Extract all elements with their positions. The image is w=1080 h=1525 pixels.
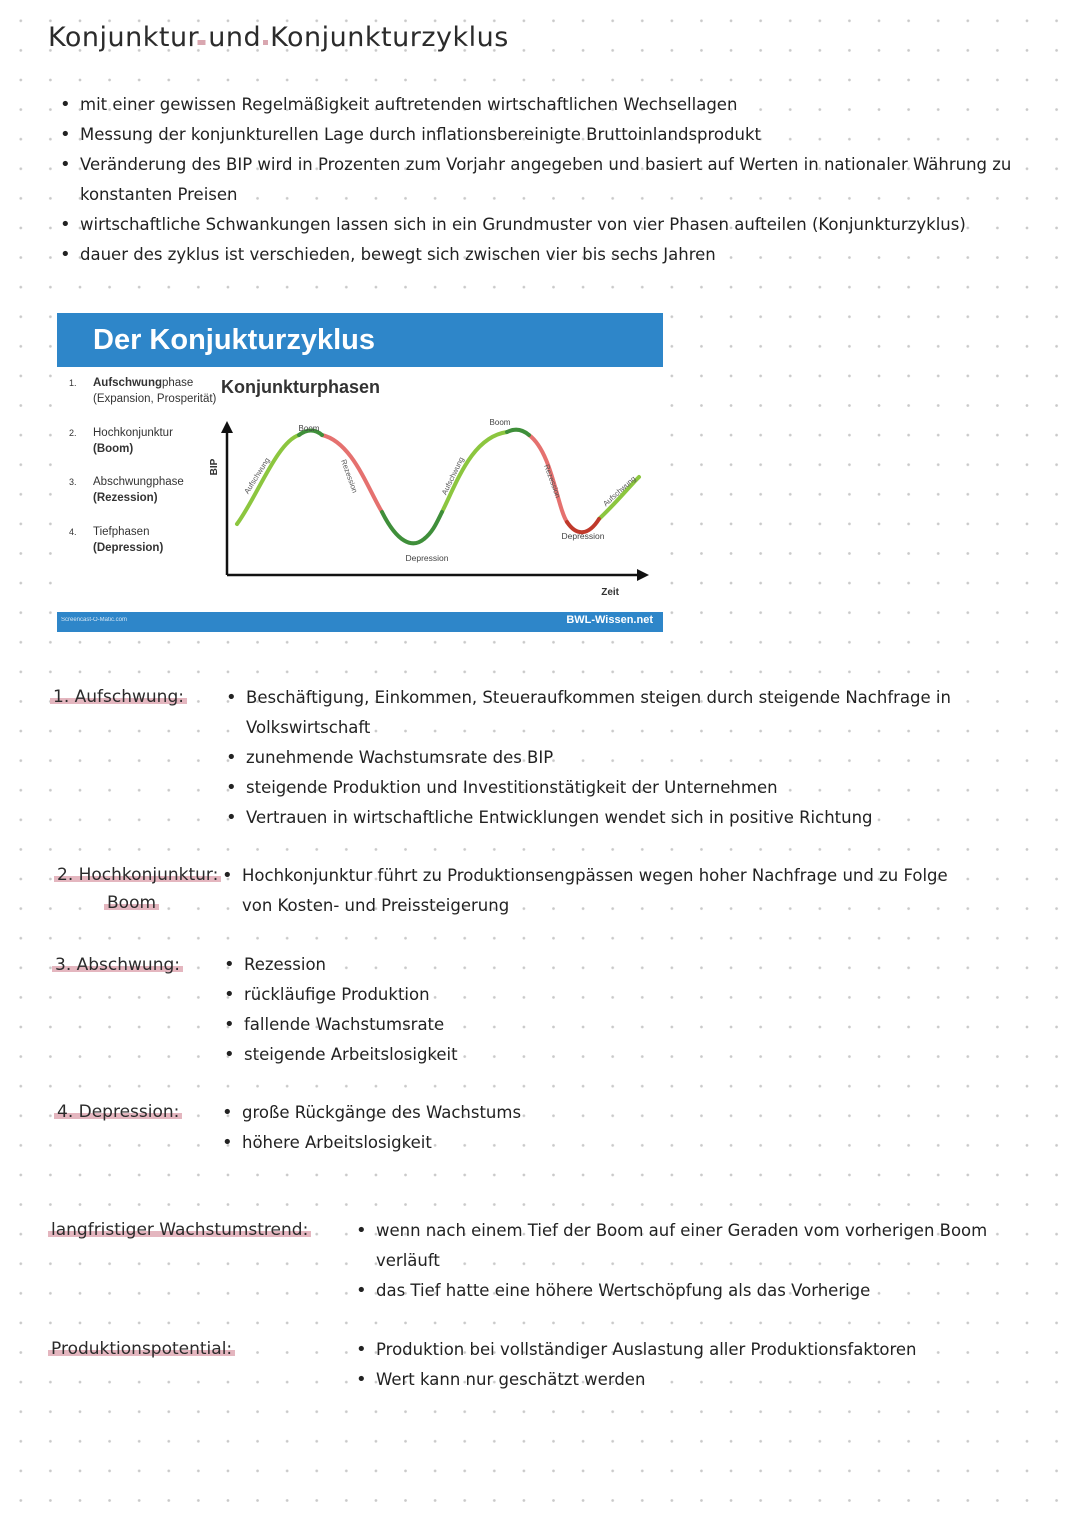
- figure-header: Der Konjukturzyklus: [57, 313, 663, 367]
- section-sublabel-boom: Boom: [104, 893, 159, 913]
- section-label-wachstumstrend: langfristiger Wachstumstrend:: [48, 1220, 311, 1240]
- annotation-aufschwung: Aufschwung: [601, 474, 638, 509]
- produktionspotential-list: [356, 1335, 1036, 1395]
- list-item: • das Tief hatte eine höhere Wertschöpfung als das Vorherige: [356, 1276, 1036, 1306]
- hochkonjunktur-list: [222, 861, 952, 921]
- annotation-depression: Depression: [405, 553, 449, 563]
- list-item: • Produktion bei vollständiger Auslastung aller Produktionsfaktoren: [356, 1335, 1036, 1365]
- business-cycle-figure: [57, 313, 663, 632]
- list-item: • rückläufige Produktion: [224, 980, 824, 1010]
- phase-name: Tiefphasen: [93, 525, 150, 538]
- phase-sub: (Rezession): [93, 492, 158, 504]
- business-cycle-chart: [207, 367, 663, 612]
- chart-title: Konjunkturphasen: [221, 377, 381, 397]
- phase-number: 2.: [69, 427, 77, 438]
- page-title: Konjunktur und Konjunkturzyklus: [48, 22, 509, 53]
- list-item: • mit einer gewissen Regelmäßigkeit auftretenden wirtschaftlichen Wechsellagen: [60, 90, 1030, 120]
- segment-depression-1: [382, 512, 442, 543]
- list-item: • steigende Produktion und Investitionstätigkeit der Unternehmen: [226, 773, 986, 803]
- segment-boom-2: [507, 430, 529, 435]
- y-axis-arrow-icon: [221, 421, 233, 433]
- annotation-aufschwung: Aufschwung: [242, 455, 272, 496]
- x-axis-arrow-icon: [637, 569, 649, 581]
- aufschwung-list: [226, 683, 986, 833]
- phase-item: [69, 425, 219, 475]
- watermark: Screencast-O-Matic.com: [61, 617, 128, 623]
- phase-number: 4.: [69, 526, 77, 537]
- segment-aufschwung-1: [237, 435, 299, 524]
- phase-item: [69, 524, 219, 574]
- section-label-produktionspotential: Produktionspotential:: [48, 1339, 235, 1359]
- list-item: • zunehmende Wachstumsrate des BIP: [226, 743, 986, 773]
- list-item: • Veränderung des BIP wird in Prozenten zum Vorjahr angegeben und basiert auf Werten in nationaler Währung zu konstanten Preisen: [60, 150, 1030, 210]
- annotation-boom: Boom: [489, 418, 511, 427]
- list-item: • große Rückgänge des Wachstums: [222, 1098, 822, 1128]
- annotation-boom: Boom: [298, 424, 320, 433]
- phase-sub: (Depression): [93, 541, 164, 554]
- list-item: • wirtschaftliche Schwankungen lassen sich in ein Grundmuster von vier Phasen aufteilen (Konjunkturzyklus): [60, 210, 1030, 240]
- list-item: • Messung der konjunkturellen Lage durch inflationsbereinigte Bruttoinlandsprodukt: [60, 120, 1030, 150]
- section-label-hochkonjunktur: 2. Hochkonjunktur:: [54, 865, 221, 885]
- annotation-rezession: Rezession: [542, 463, 563, 500]
- figure-footer: [57, 612, 663, 632]
- phase-list: [69, 375, 219, 573]
- phase-sub: (Boom): [93, 442, 134, 455]
- list-item: • dauer des zyklus ist verschieden, bewegt sich zwischen vier bis sechs Jahren: [60, 240, 1030, 270]
- section-label-depression: 4. Depression:: [54, 1102, 182, 1122]
- list-item: • Rezession: [224, 950, 824, 980]
- phase-number: 3.: [69, 477, 77, 487]
- x-axis-label: Zeit: [601, 587, 619, 598]
- phase-item: [69, 375, 219, 425]
- list-item: • steigende Arbeitslosigkeit: [224, 1040, 824, 1070]
- phase-name: Abschwungphase: [93, 476, 184, 488]
- phase-name: phase: [162, 377, 194, 389]
- annotation-aufschwung: Aufschwung: [439, 455, 466, 497]
- list-item: • Beschäftigung, Einkommen, Steueraufkommen steigen durch steigende Nachfrage in Volkswirtschaft: [226, 683, 986, 743]
- phase-name-bold: Aufschwung: [93, 377, 162, 389]
- y-axis-label: BIP: [209, 458, 220, 476]
- annotation-depression: Depression: [561, 531, 605, 541]
- list-item: • Hochkonjunktur führt zu Produktionsengpässen wegen hoher Nachfrage und zu Folge von Kosten- und Preissteigerung: [222, 861, 952, 921]
- intro-list: [60, 90, 1030, 270]
- depression-list: [222, 1098, 822, 1158]
- list-item: • fallende Wachstumsrate: [224, 1010, 824, 1040]
- annotation-rezession: Rezession: [339, 458, 360, 495]
- list-item: • höhere Arbeitslosigkeit: [222, 1128, 822, 1158]
- figure-source: BWL-Wissen.net: [566, 614, 653, 626]
- phase-name: Hochkonjunktur: [93, 426, 173, 439]
- abschwung-list: [224, 950, 824, 1070]
- section-label-abschwung: 3. Abschwung:: [52, 955, 183, 975]
- list-item: • Vertrauen in wirtschaftliche Entwicklungen wendet sich in positive Richtung: [226, 803, 986, 833]
- list-item: • wenn nach einem Tief der Boom auf einer Geraden vom vorherigen Boom verläuft: [356, 1216, 1036, 1276]
- phase-number: 1.: [69, 378, 77, 388]
- phase-item: [69, 474, 219, 524]
- wachstumstrend-list: [356, 1216, 1036, 1306]
- list-item: • Wert kann nur geschätzt werden: [356, 1365, 1036, 1395]
- section-label-aufschwung: 1. Aufschwung:: [50, 687, 187, 707]
- phase-sub: (Expansion, Prosperität): [93, 393, 217, 405]
